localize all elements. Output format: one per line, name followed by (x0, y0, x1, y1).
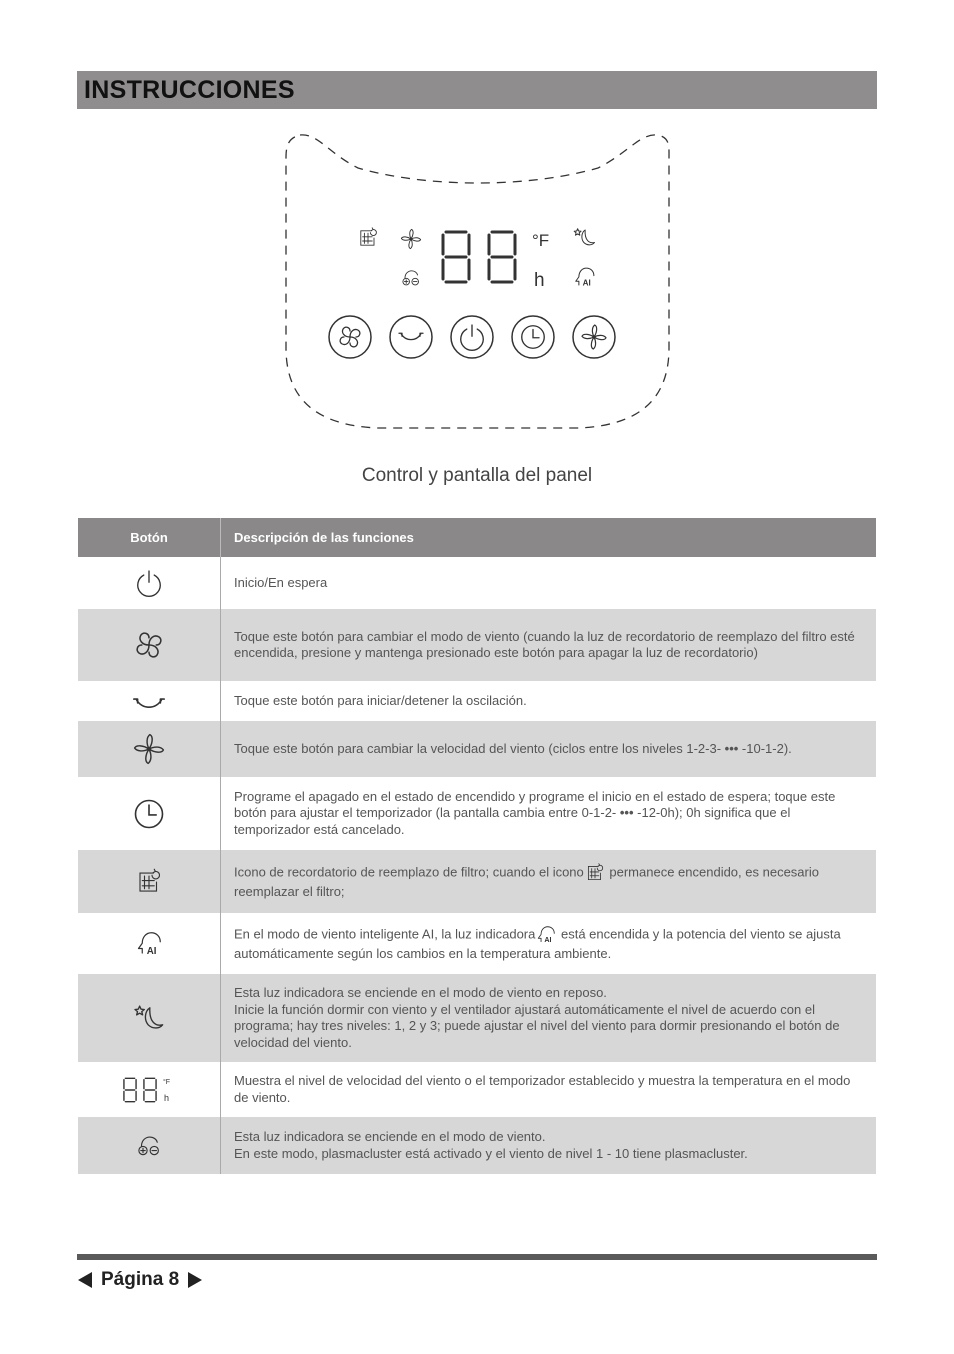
table-row (78, 913, 876, 974)
timer-icon (131, 796, 167, 832)
row-description: Icono de recordatorio de reemplazo de filtro; cuando el icono permanece encendido, es necesario reemplazar el filtro; (221, 850, 877, 913)
page-number: Página 8 (101, 1269, 180, 1290)
fan-speed-button[interactable] (573, 316, 615, 358)
section-header (77, 71, 877, 109)
row-description: Inicio/En espera (221, 557, 877, 609)
digital-display-icon (119, 1074, 179, 1106)
table-row (78, 1062, 876, 1117)
row-description: Toque este botón para iniciar/detener la oscilación. (221, 681, 877, 721)
plasmacluster-icon (403, 271, 419, 285)
wind-mode-icon (131, 627, 167, 663)
filter-reminder-icon (134, 867, 164, 897)
table-row (78, 850, 876, 913)
table-row (78, 609, 876, 681)
table-row (78, 777, 876, 850)
table-header-row (78, 518, 876, 557)
display-digit-1 (443, 232, 469, 282)
power-icon (134, 568, 164, 598)
filter-reminder-inline-icon (584, 862, 606, 884)
display-digit-2 (489, 232, 515, 282)
table-row (78, 1117, 876, 1174)
power-button[interactable] (451, 316, 493, 358)
row-description: Toque este botón para cambiar el modo de viento (cuando la luz de recordatorio de reemplazo del filtro esté encendida, presione y mantenga presionado este botón para apagar la luz de recordatorio) (221, 609, 877, 681)
row-description: Esta luz indicadora se enciende en el modo de viento. En este modo, plasmacluster está activado y el viento de nivel 1 - 10 tiene plasmacluster. (221, 1117, 877, 1174)
hour-unit-label: h (534, 270, 545, 291)
control-panel-illustration (278, 128, 678, 438)
filter-reminder-icon (361, 228, 377, 245)
table-row (78, 721, 876, 777)
ai-mode-inline-icon (535, 924, 557, 946)
page-navigation (77, 1267, 203, 1293)
footer-divider (77, 1254, 877, 1260)
svg-text:°F: °F (163, 1078, 171, 1086)
row-description: Muestra el nivel de velocidad del viento o el temporizador establecido y muestra la temperatura en el modo de viento. (221, 1062, 877, 1117)
wind-indicator-icon (401, 229, 420, 248)
oscillation-button[interactable] (390, 316, 432, 358)
ai-mode-icon (576, 268, 594, 288)
oscillation-icon (130, 688, 168, 714)
table-row (78, 557, 876, 609)
row-description: Toque este botón para cambiar la velocidad del viento (ciclos entre los niveles 1-2-3- ••• -10-1-2). (221, 721, 877, 777)
row-description: En el modo de viento inteligente AI, la luz indicadora está encendida y la potencia del viento se ajusta automáticamente según los cambios en la temperatura ambiente. (221, 913, 877, 974)
timer-button[interactable] (512, 316, 554, 358)
plasmacluster-icon (134, 1131, 164, 1161)
table-row (78, 681, 876, 721)
panel-outline (286, 135, 669, 428)
column-header-description: Descripción de las funciones (221, 518, 877, 557)
sleep-mode-icon (132, 1001, 166, 1035)
sleep-mode-icon (574, 229, 594, 245)
section-title: INSTRUCCIONES (84, 76, 295, 104)
table-row (78, 974, 876, 1062)
ai-mode-icon (134, 929, 164, 959)
wind-mode-button[interactable] (329, 316, 371, 358)
column-header-button: Botón (78, 518, 221, 557)
fan-speed-icon (131, 731, 167, 767)
temperature-unit-label: °F (532, 231, 550, 250)
svg-text:h: h (164, 1092, 170, 1103)
panel-caption: Control y pantalla del panel (361, 465, 593, 486)
previous-page-icon[interactable] (77, 1271, 93, 1289)
row-description: Programe el apagado en el estado de encendido y programe el inicio en el estado de espera; toque este botón para ajustar el temporizador (la pantalla cambia entre 0-1-2- ••• -12-0h); 0h significa que el temporizador está cancelado. (221, 777, 877, 850)
next-page-icon[interactable] (187, 1271, 203, 1289)
row-description: Esta luz indicadora se enciende en el modo de viento en reposo. Inicie la función dormir con viento y el ventilador ajustará automáticamente el nivel de acuerdo con el programa; hay tres niveles: 1, 2 y 3; puede ajustar el nivel del viento para dormir presionando el botón de velocidad del viento. (221, 974, 877, 1062)
functions-table (78, 518, 876, 1174)
